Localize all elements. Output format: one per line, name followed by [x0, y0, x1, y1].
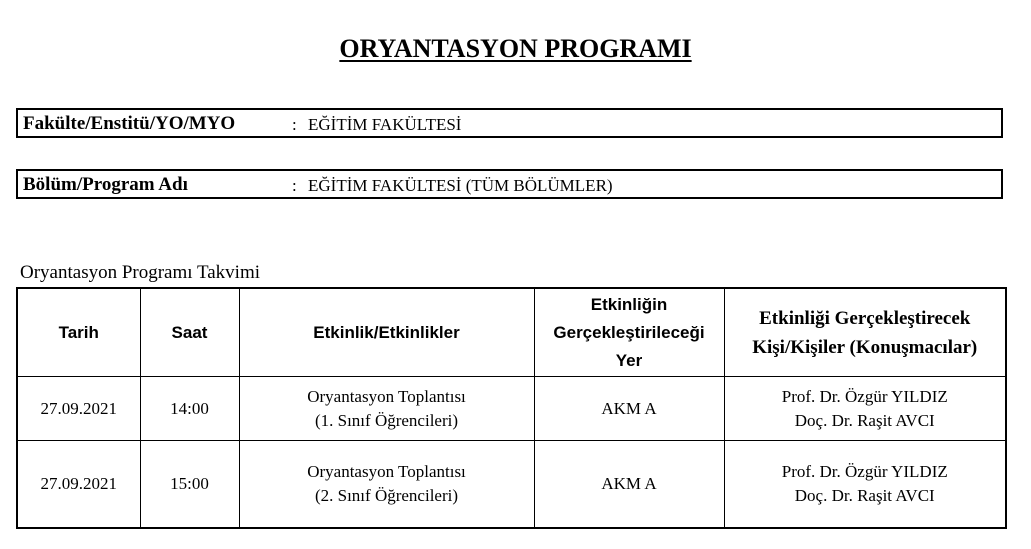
page-title: ORYANTASYON PROGRAMI — [339, 34, 692, 63]
header-speakers-line: Etkinliği Gerçekleştirecek — [759, 307, 971, 329]
activity-line: Oryantasyon Toplantısı — [307, 462, 466, 481]
table-header-row — [17, 288, 1006, 377]
header-venue-line: Etkinliğin — [590, 294, 668, 314]
speaker-name: Prof. Dr. Özgür YILDIZ — [781, 462, 948, 481]
program-label: Bölüm/Program Adı — [23, 174, 188, 195]
header-date: Tarih — [17, 288, 140, 377]
activity-line: (2. Sınıf Öğrencileri) — [314, 486, 459, 505]
cell-date: 27.09.2021 — [17, 441, 140, 529]
activity-line: Oryantasyon Toplantısı — [307, 386, 466, 406]
table-row — [17, 377, 1006, 441]
cell-activity — [239, 377, 534, 441]
header-venue-line: Gerçekleştirileceği — [553, 322, 705, 342]
cell-time: 14:00 — [140, 377, 239, 441]
cell-venue: AKM A — [534, 377, 724, 441]
speaker-name: Prof. Dr. Özgür YILDIZ — [781, 386, 948, 406]
cell-time: 15:00 — [140, 441, 239, 529]
header-activities: Etkinlik/Etkinlikler — [239, 288, 534, 377]
faculty-label: Fakülte/Enstitü/YO/MYO — [23, 113, 236, 134]
header-speakers — [724, 288, 1006, 377]
faculty-colon: : — [292, 115, 297, 134]
speaker-name: Doç. Dr. Raşit AVCI — [794, 486, 935, 505]
cell-venue: AKM A — [534, 441, 724, 529]
faculty-value: EĞİTİM FAKÜLTESİ — [308, 115, 462, 134]
schedule-table — [16, 287, 1007, 529]
cell-speakers — [724, 441, 1006, 529]
activity-line: (1. Sınıf Öğrencileri) — [314, 410, 459, 430]
cell-speakers — [724, 377, 1006, 441]
header-speakers-line: Kişi/Kişiler (Konuşmacılar) — [752, 336, 978, 358]
program-colon: : — [292, 176, 297, 195]
table-row — [17, 441, 1006, 529]
header-venue-line: Yer — [615, 350, 643, 370]
schedule-caption: Oryantasyon Programı Takvimi — [20, 262, 261, 283]
program-value: EĞİTİM FAKÜLTESİ (TÜM BÖLÜMLER) — [308, 176, 613, 195]
header-venue — [534, 288, 724, 377]
faculty-info-box — [16, 108, 1003, 138]
cell-activity — [239, 441, 534, 529]
header-time: Saat — [140, 288, 239, 377]
speaker-name: Doç. Dr. Raşit AVCI — [794, 410, 935, 430]
program-info-box — [16, 169, 1003, 199]
cell-date: 27.09.2021 — [17, 377, 140, 441]
